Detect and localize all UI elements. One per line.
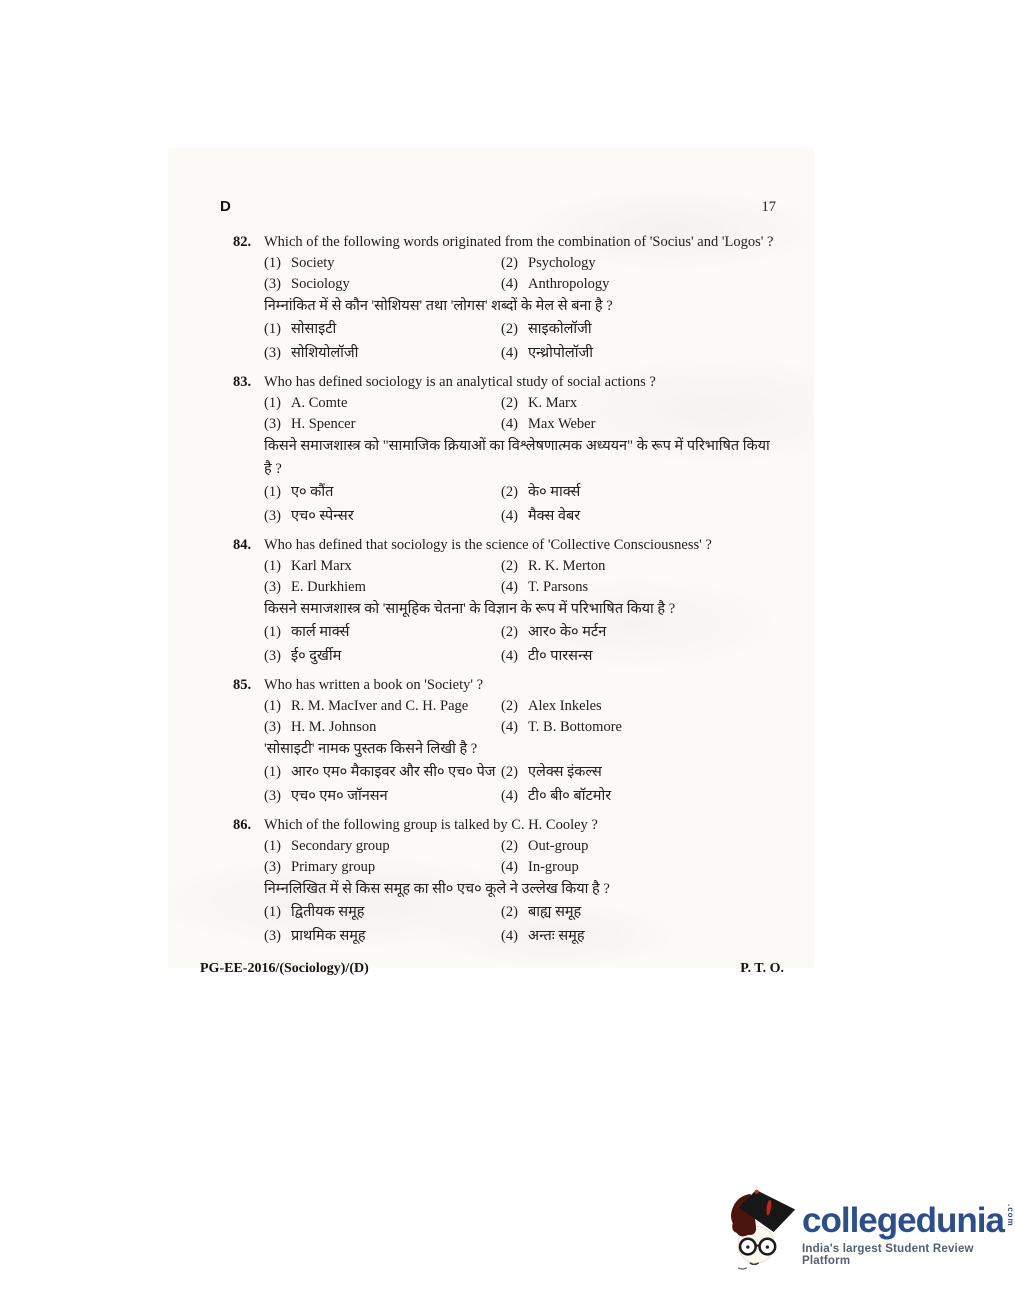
option-text: ए० कौंत: [291, 484, 334, 500]
option-hi: [264, 318, 501, 342]
option-en: [264, 717, 501, 738]
option-text: कार्ल मार्क्स: [291, 624, 350, 640]
brand-tagline: India's largest Student Review Platform: [802, 1243, 974, 1267]
page-number: 17: [761, 199, 776, 215]
option-en: [264, 836, 501, 857]
option-number: (3): [264, 275, 281, 292]
option-en: [264, 253, 501, 274]
option-number: (2): [501, 395, 518, 411]
question-block: [168, 232, 814, 365]
question-block: [168, 675, 814, 808]
option-hi: [501, 318, 780, 342]
paper-code: PG-EE-2016/(Sociology)/(D): [200, 961, 369, 976]
option-number: (1): [264, 395, 281, 411]
option-hi: [264, 645, 501, 669]
option-number: (1): [264, 698, 281, 714]
options-en: [264, 836, 780, 877]
option-en: [501, 857, 780, 878]
option-en: [501, 556, 780, 577]
option-number: (1): [264, 624, 281, 640]
collegedunia-watermark: [726, 1190, 1015, 1270]
page-footer: [168, 961, 814, 977]
option-text: Anthropology: [528, 275, 610, 292]
question-text-en: Which of the following words originated from the combination of 'Socius' and 'Logos' ?: [264, 234, 774, 250]
option-hi: [264, 621, 501, 645]
option-number: (1): [264, 764, 281, 780]
scanned-exam-page: [168, 148, 814, 976]
option-number: (4): [501, 507, 518, 524]
option-hi: [501, 505, 780, 529]
option-number: (3): [264, 927, 281, 944]
option-en: [501, 253, 780, 274]
option-number: (4): [501, 275, 518, 292]
option-text: सोशियोलॉजी: [291, 344, 359, 361]
option-number: (2): [501, 484, 518, 500]
option-en: [501, 414, 780, 435]
collegedunia-mascot-icon: [726, 1190, 798, 1270]
option-hi: [264, 785, 501, 809]
options-hi: [264, 318, 780, 365]
option-text: In-group: [528, 858, 579, 875]
options-hi: [264, 901, 780, 948]
question-text-hi: निम्नलिखित में से किस समूह का सी० एच० कूले ने उल्लेख किया है ?: [264, 881, 610, 897]
option-number: (2): [501, 321, 518, 337]
option-number: (4): [501, 344, 518, 361]
option-text: Sociology: [291, 275, 350, 292]
option-number: (2): [501, 255, 518, 271]
question-number: 83.: [233, 374, 252, 390]
question-text-en: Who has defined that sociology is the science of 'Collective Consciousness' ?: [264, 537, 712, 553]
option-number: (2): [501, 624, 518, 640]
option-text: T. B. Bottomore: [528, 718, 622, 735]
option-text: A. Comte: [291, 395, 348, 411]
option-text: प्राथमिक समूह: [291, 927, 366, 944]
option-number: (3): [264, 415, 281, 432]
option-number: (3): [264, 647, 281, 664]
option-en: [501, 696, 780, 717]
option-text: Psychology: [528, 255, 596, 271]
question-number: 85.: [233, 677, 252, 693]
option-text: E. Durkhiem: [291, 578, 366, 595]
question-number: 86.: [233, 817, 252, 833]
option-en: [501, 393, 780, 414]
option-hi: [501, 761, 780, 785]
option-text: सोसाइटी: [291, 321, 337, 337]
option-number: (3): [264, 787, 281, 804]
options-en: [264, 556, 780, 597]
option-en: [501, 274, 780, 295]
option-text: R. K. Merton: [528, 558, 606, 574]
option-en: [501, 577, 780, 598]
option-number: (3): [264, 858, 281, 875]
question-text-en: Who has written a book on 'Society' ?: [264, 677, 484, 693]
option-hi: [264, 901, 501, 925]
option-text: आर० के० मर्टन: [528, 624, 607, 640]
option-hi: [501, 785, 780, 809]
option-text: Karl Marx: [291, 558, 352, 574]
option-text: टी० पारसन्स: [528, 647, 593, 664]
option-number: (4): [501, 787, 518, 804]
page-header: [168, 198, 814, 216]
option-number: (4): [501, 718, 518, 735]
option-number: (2): [501, 764, 518, 780]
option-text: द्वितीयक समूह: [291, 904, 365, 920]
option-text: H. Spencer: [291, 415, 356, 432]
brand-name: collegedunia: [802, 1201, 1004, 1240]
option-text: एच० एम० जॉनसन: [291, 787, 388, 804]
option-en: [264, 393, 501, 414]
question-text-en: Which of the following group is talked by C. H. Cooley ?: [264, 817, 598, 833]
option-en: [501, 836, 780, 857]
question-text-hi: किसने समाजशास्त्र को 'सामूहिक चेतना' के विज्ञान के रूप में परिभाषित किया है ?: [264, 601, 676, 617]
option-hi: [501, 901, 780, 925]
option-text: मैक्स वेबर: [528, 507, 581, 524]
option-hi: [264, 481, 501, 505]
option-hi: [501, 925, 780, 949]
option-number: (3): [264, 718, 281, 735]
option-hi: [264, 342, 501, 366]
question-number: 82.: [233, 234, 252, 250]
option-number: (4): [501, 647, 518, 664]
question-block: [168, 815, 814, 948]
option-text: R. M. MacIver and C. H. Page: [291, 698, 469, 714]
option-number: (2): [501, 838, 518, 854]
option-text: H. M. Johnson: [291, 718, 377, 735]
options-en: [264, 696, 780, 737]
option-text: के० मार्क्स: [528, 484, 581, 500]
question-text-hi: निम्नांकित में से कौन 'सोशियस' तथा 'लोगस' शब्दों के मेल से बना है ?: [264, 298, 613, 314]
option-en: [264, 274, 501, 295]
option-text: Out-group: [528, 838, 589, 854]
option-en: [501, 717, 780, 738]
option-text: एन्थ्रोपोलॉजी: [528, 344, 594, 361]
option-hi: [501, 342, 780, 366]
option-number: (4): [501, 927, 518, 944]
option-text: ई० दुर्खीम: [291, 647, 342, 664]
option-number: (2): [501, 904, 518, 920]
option-number: (4): [501, 578, 518, 595]
option-text: T. Parsons: [528, 578, 589, 595]
option-text: K. Marx: [528, 395, 578, 411]
option-hi: [501, 645, 780, 669]
option-number: (4): [501, 858, 518, 875]
question-number: 84.: [233, 537, 252, 553]
options-en: [264, 393, 780, 434]
option-en: [264, 414, 501, 435]
option-text: Primary group: [291, 858, 376, 875]
option-number: (4): [501, 415, 518, 432]
option-text: Secondary group: [291, 838, 390, 854]
options-hi: [264, 621, 780, 668]
option-text: Society: [291, 255, 335, 271]
option-text: एच० स्पेन्सर: [291, 507, 354, 524]
option-hi: [264, 761, 501, 785]
option-hi: [501, 481, 780, 505]
question-text-hi: 'सोसाइटी' नामक पुस्तक किसने लिखी है ?: [264, 741, 478, 757]
option-text: साइकोलॉजी: [528, 321, 592, 337]
option-text: आर० एम० मैकाइवर और सी० एच० पेज: [291, 764, 496, 780]
option-number: (2): [501, 698, 518, 714]
options-hi: [264, 481, 780, 528]
option-en: [264, 696, 501, 717]
option-hi: [264, 505, 501, 529]
options-en: [264, 253, 780, 294]
option-number: (2): [501, 558, 518, 574]
option-number: (1): [264, 255, 281, 271]
option-number: (1): [264, 558, 281, 574]
option-hi: [264, 925, 501, 949]
option-text: अन्तः समूह: [528, 927, 585, 944]
option-number: (3): [264, 507, 281, 524]
set-code: D: [220, 198, 231, 215]
option-text: टी० बी० बॉटमोर: [528, 787, 612, 804]
question-text-en: Who has defined sociology is an analytical study of social actions ?: [264, 374, 656, 390]
option-text: एलेक्स इंकल्स: [528, 764, 602, 780]
option-number: (1): [264, 838, 281, 854]
option-en: [264, 857, 501, 878]
question-text-hi: किसने समाजशास्त्र को "सामाजिक क्रियाओं का विश्लेषणात्मक अध्ययन" के रूप में परिभाषित किया है ?: [264, 438, 770, 477]
option-text: बाह्य समूह: [528, 904, 582, 920]
question-block: [168, 372, 814, 528]
options-hi: [264, 761, 780, 808]
option-en: [264, 556, 501, 577]
option-number: (3): [264, 344, 281, 361]
option-number: (1): [264, 321, 281, 337]
option-number: (1): [264, 484, 281, 500]
option-en: [264, 577, 501, 598]
pto-label: P. T. O.: [740, 961, 784, 976]
option-hi: [501, 621, 780, 645]
option-number: (1): [264, 904, 281, 920]
option-number: (3): [264, 578, 281, 595]
option-text: Max Weber: [528, 415, 596, 432]
option-text: Alex Inkeles: [528, 698, 602, 714]
question-block: [168, 535, 814, 668]
brand-suffix: .com: [1005, 1204, 1015, 1227]
